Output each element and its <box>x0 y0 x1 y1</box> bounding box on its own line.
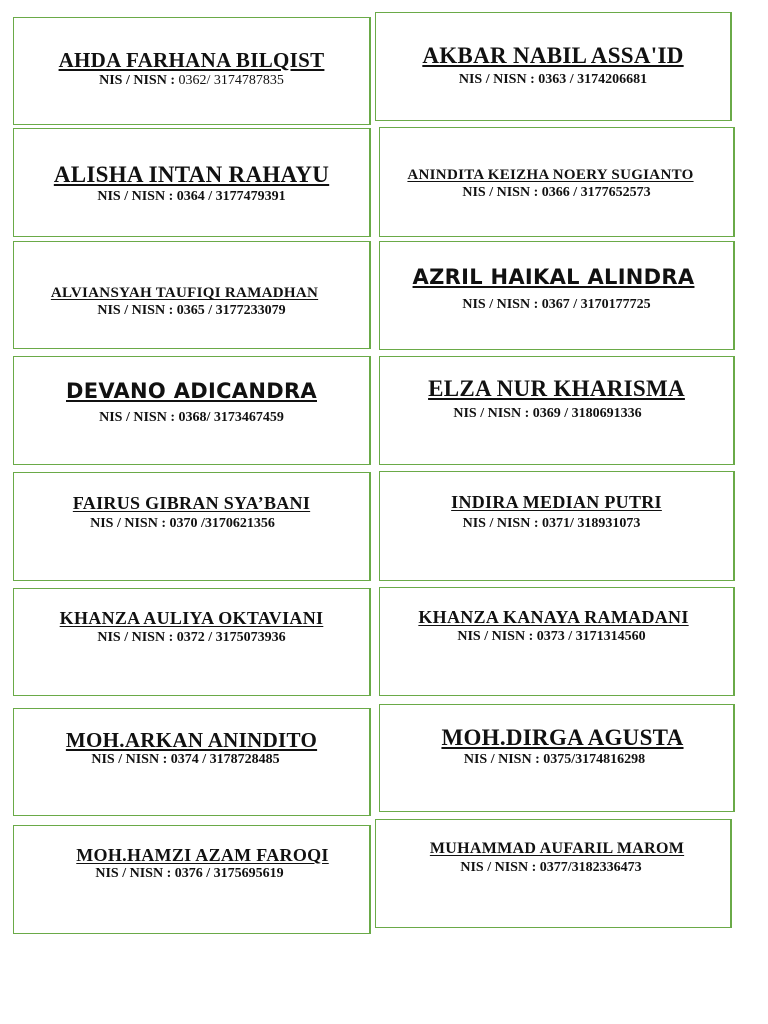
student-name: MOH.DIRGA AGUSTA <box>441 725 684 750</box>
student-name: AKBAR NABIL ASSA'ID <box>422 43 684 68</box>
nis-value: 0370 /3170621356 <box>169 516 275 531</box>
nis-value: 0364 / 3177479391 <box>176 189 286 204</box>
nis-value: 0366 / 3177652573 <box>541 185 651 200</box>
name-card <box>13 588 371 696</box>
student-nis <box>14 410 369 426</box>
student-nis <box>2 752 369 768</box>
name-card <box>13 472 371 581</box>
student-nis <box>362 406 733 422</box>
nis-label: NIS / NISN : <box>97 189 174 204</box>
nis-value: 0375/3174816298 <box>543 752 646 767</box>
name-card <box>379 241 735 350</box>
student-name: INDIRA MEDIAN PUTRI <box>451 492 662 512</box>
student-name: ALVIANSYAH TAUFIQI RAMADHAN <box>50 285 319 301</box>
student-name: MOH.ARKAN ANINDITO <box>65 728 318 752</box>
student-name: ALISHA INTAN RAHAYU <box>53 162 330 187</box>
nis-value: 0369 / 3180691336 <box>532 406 642 421</box>
nis-label: NIS / NISN : <box>90 516 166 531</box>
nis-value: 0363 / 3174206681 <box>538 72 648 87</box>
nis-label: NIS / NISN : <box>462 185 539 200</box>
nis-label: NIS / NISN : <box>95 866 172 881</box>
student-name: AZRIL HAIKAL ALINDRA <box>412 265 695 289</box>
name-card <box>13 241 371 349</box>
nis-label: NIS / NISN : <box>91 752 168 767</box>
name-card <box>379 471 735 581</box>
nis-value: 0362/ 3174787835 <box>178 73 284 88</box>
nis-value: 0374 / 3178728485 <box>170 752 280 767</box>
student-name: FAIRUS GIBRAN SYA’BANI <box>72 493 311 513</box>
student-name: ELZA NUR KHARISMA <box>428 376 685 401</box>
nis-value: 0368/ 3173467459 <box>178 410 284 425</box>
student-nis <box>372 860 730 876</box>
student-nis <box>10 866 369 882</box>
student-name: KHANZA KANAYA RAMADANI <box>418 607 689 627</box>
student-nis <box>14 630 369 646</box>
nis-value: 0371/ 318931073 <box>541 516 641 531</box>
nis-value: 0365 / 3177233079 <box>176 303 286 318</box>
name-card <box>13 17 371 125</box>
student-name: KHANZA AULIYA OKTAVIANI <box>59 608 324 628</box>
nis-value: 0372 / 3175073936 <box>176 630 286 645</box>
student-nis <box>380 185 733 201</box>
student-nis <box>14 303 369 319</box>
nis-label: NIS / NISN : <box>99 410 175 425</box>
student-name: DEVANO ADICANDRA <box>66 379 317 403</box>
student-name: AHDA FARHANA BILQIST <box>58 48 325 72</box>
nis-label: NIS / NISN : <box>453 406 530 421</box>
name-card <box>375 12 732 121</box>
nis-label: NIS / NISN : <box>462 297 539 312</box>
nis-label: NIS / NISN : <box>463 752 540 767</box>
name-card <box>379 587 735 696</box>
student-nis <box>380 297 733 313</box>
nis-value: 0376 / 3175695619 <box>174 866 284 881</box>
name-card <box>375 819 732 928</box>
student-name: MUHAMMAD AUFARIL MAROM <box>429 840 685 857</box>
nis-label: NIS / NISN : <box>97 303 174 318</box>
student-nis <box>370 516 733 532</box>
nis-label: NIS / NISN : <box>97 630 174 645</box>
student-nis <box>14 73 369 89</box>
name-card <box>379 704 735 812</box>
nis-label: NIS / NISN : <box>460 860 537 875</box>
nis-value: 0367 / 3170177725 <box>541 297 651 312</box>
student-name: ANINDITA KEIZHA NOERY SUGIANTO <box>407 167 694 183</box>
student-nis <box>14 189 369 205</box>
name-card <box>13 708 371 816</box>
nis-label: NIS / NISN : <box>458 72 535 87</box>
name-card <box>13 128 371 237</box>
student-nis <box>0 516 369 532</box>
nis-value: 0377/3182336473 <box>539 860 642 875</box>
name-card <box>379 127 735 237</box>
nis-label: NIS / NISN : <box>99 73 175 88</box>
nis-label: NIS / NISN : <box>462 516 539 531</box>
student-nis <box>370 629 733 645</box>
student-nis <box>376 752 733 768</box>
student-nis <box>376 72 730 88</box>
nis-value: 0373 / 3171314560 <box>536 629 646 644</box>
nis-label: NIS / NISN : <box>457 629 534 644</box>
student-name: MOH.HAMZI AZAM FAROQI <box>76 845 329 865</box>
name-card <box>379 356 735 465</box>
name-card <box>13 356 371 465</box>
name-card <box>13 825 371 934</box>
